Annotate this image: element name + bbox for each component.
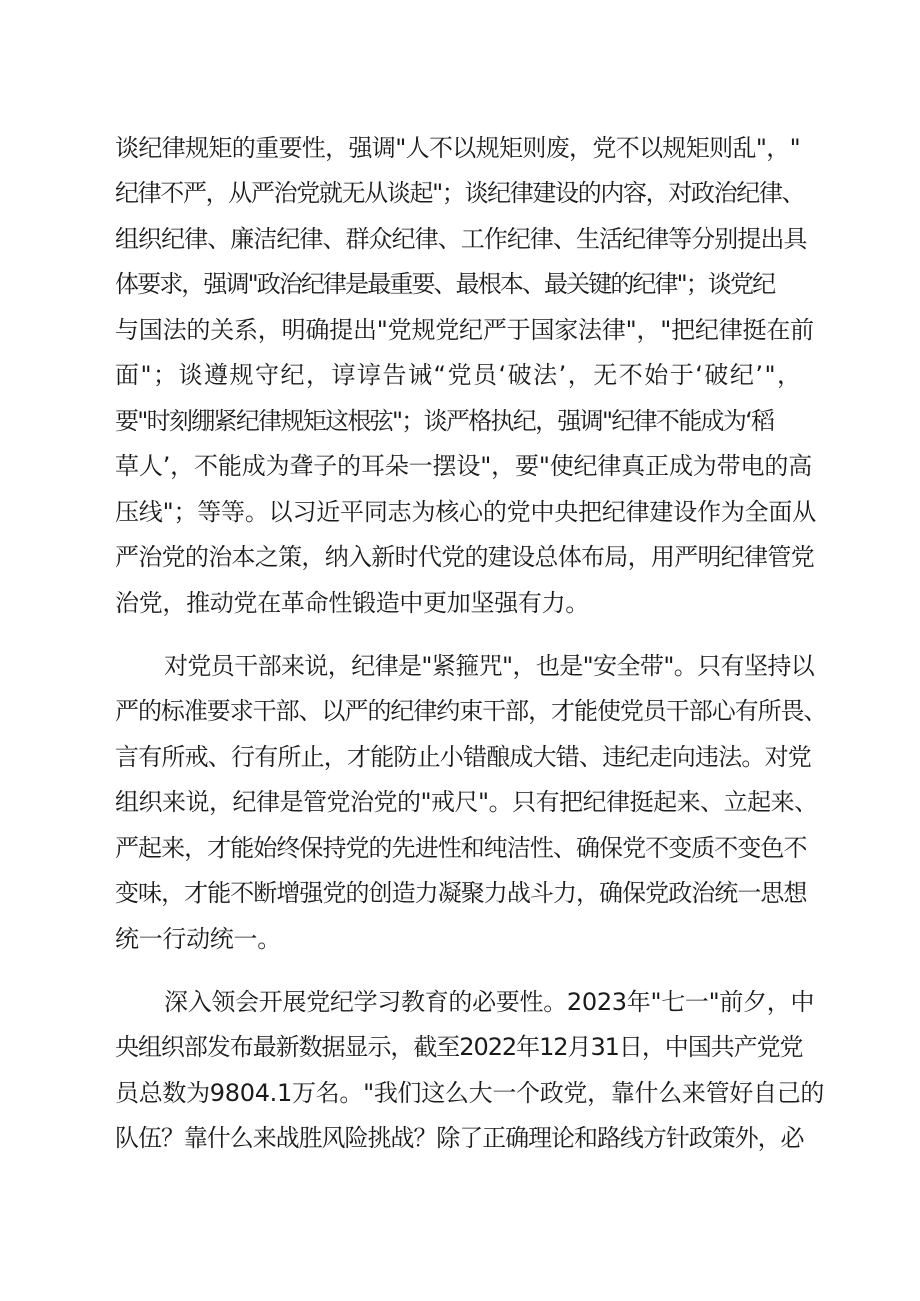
text-line: 谈纪律规矩的重要性，强调"人不以规矩则废，党不以规矩则乱"，": [115, 134, 800, 162]
text-line: 深入领会开展党纪学习教育的必要性。2023年"七一"前夕，中: [164, 988, 815, 1016]
text-line: 对党员干部来说，纪律是"紧箍咒"，也是"安全带"。只有坚持以: [164, 652, 815, 680]
text-line: 统一行动统一。: [115, 925, 281, 953]
text-line: 严的标准要求干部、以严的纪律约束干部，才能使党员干部心有所畏、: [115, 697, 827, 725]
text-line: 组织纪律、廉洁纪律、群众纪律、工作纪律、生活纪律等分别提出具: [115, 225, 807, 253]
text-line: 员总数为9804.1万名。"我们这么大一个政党，靠什么来管好自己的: [115, 1079, 825, 1107]
text-line: 草人’，不能成为聋子的耳朵一摆设"，要"使纪律真正成为带电的高: [115, 452, 813, 480]
text-line: 变味，才能不断增强党的创造力凝聚力战斗力，确保党政治统一思想: [115, 879, 807, 907]
text-line: 组织来说，纪律是管党治党的"戒尺"。只有把纪律挺起来、立起来、: [115, 788, 818, 816]
text-line: 体要求，强调"政治纪律是最重要、最根本、最关键的纪律"；谈党纪: [115, 270, 775, 298]
text-line: 队伍？靠什么来战胜风险挑战？除了正确理论和路线方针政策外，必: [115, 1124, 804, 1152]
text-line: 央组织部发布最新数据显示，截至2022年12月31日，中国共产党党: [115, 1033, 803, 1061]
text-line: 治党，推动党在革命性锻造中更加坚强有力。: [115, 589, 589, 617]
text-line: 面"；谈遵规守纪，谆谆告诫“党员‘破法’，无不始于‘破纪’"，: [115, 361, 803, 389]
text-line: 言有所戒、行有所止，才能防止小错酿成大错、违纪走向违法。对党: [115, 743, 811, 771]
text-line: 严治党的治本之策，纳入新时代党的建设总体布局，用严明纪律管党: [115, 543, 814, 571]
text-line: 严起来，才能始终保持党的先进性和纯洁性、确保党不变质不变色不: [115, 834, 807, 862]
text-line: 要"时刻绷紧纪律规矩这根弦"；谈严格执纪，强调"纪律不能成为‘稻: [115, 407, 774, 435]
text-line: 压线"；等等。以习近平同志为核心的党中央把纪律建设作为全面从: [115, 498, 817, 526]
text-line: 与国法的关系，明确提出"党规党纪严于国家法律"，"把纪律挺在前: [115, 316, 814, 344]
text-line: 纪律不严，从严治党就无从谈起"；谈纪律建设的内容，对政治纪律、: [115, 179, 805, 207]
